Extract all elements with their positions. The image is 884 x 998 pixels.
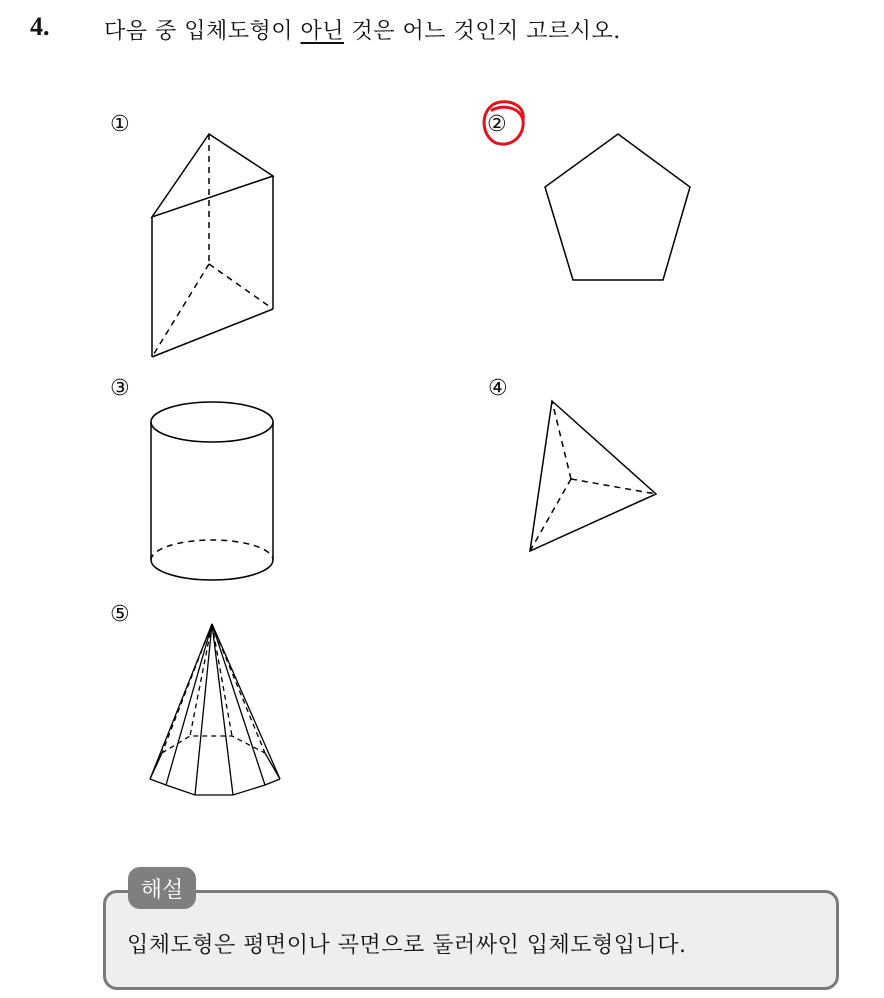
explanation-tag: 해설 xyxy=(128,867,196,909)
cone-figure xyxy=(150,624,280,795)
triangular-prism-figure xyxy=(152,134,273,357)
question-text-after: 것은 어느 것인지 고르시오. xyxy=(344,19,621,44)
question-text-before: 다음 중 입체도형이 xyxy=(104,19,301,44)
option-5-label[interactable]: ⑤ xyxy=(110,602,130,627)
option-4-label[interactable]: ④ xyxy=(488,376,508,401)
option-2-label[interactable]: ② xyxy=(487,112,507,137)
question-text-underlined: 아닌 xyxy=(300,19,345,44)
cylinder-figure xyxy=(151,402,273,580)
option-1-label[interactable]: ① xyxy=(110,112,130,137)
question-number: 4. xyxy=(30,12,50,41)
pentagon-figure xyxy=(545,134,690,280)
answer-circle-mark xyxy=(484,102,523,144)
explanation-text: 입체도형은 평면이나 곡면으로 둘러싸인 입체도형입니다. xyxy=(127,933,687,958)
triangular-pyramid-figure xyxy=(530,401,656,551)
option-3-label[interactable]: ③ xyxy=(110,376,130,401)
